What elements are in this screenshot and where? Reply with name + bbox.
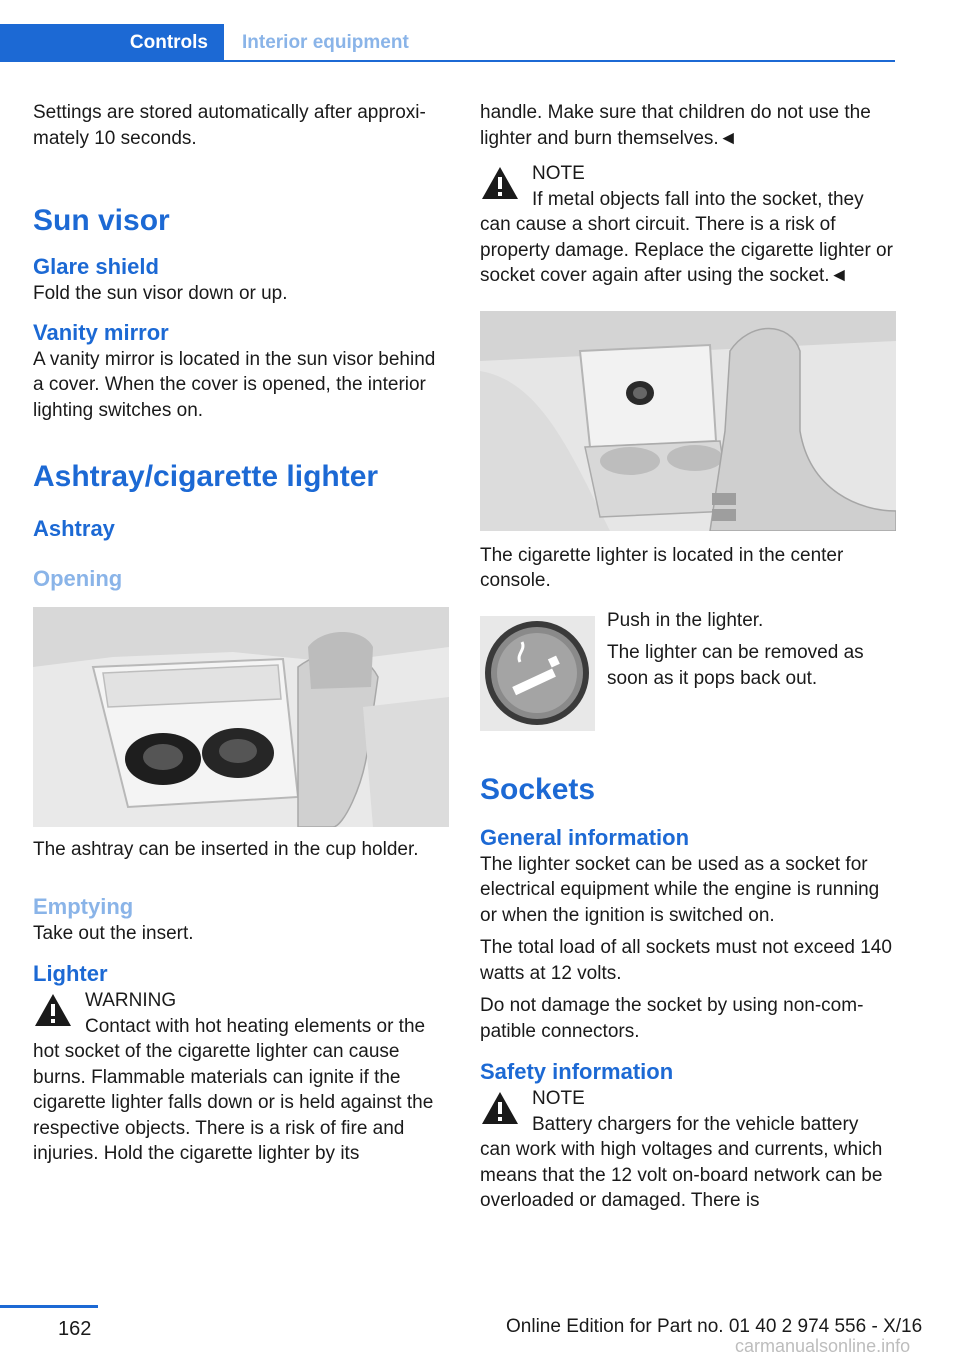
tab-interior-equipment[interactable]: Interior equipment: [242, 32, 409, 53]
lighter-warning: [33, 988, 449, 1167]
note2-lead: Battery chargers for the vehicle battery: [532, 1113, 859, 1135]
console-caption: The cigarette lighter is located in the center console.: [480, 544, 844, 591]
lighter-instructions: [480, 608, 896, 728]
heading-opening: Opening: [33, 566, 123, 591]
watermark: carmanualsonline.info: [735, 1336, 911, 1356]
ashtray-image: [33, 607, 449, 827]
damage-text: Do not damage the socket by using non-compatible connectors.: [480, 995, 864, 1042]
note1-text: can cause a short circuit. There is a risk of property damage. Replace the cigarette lighter or socket cover again after using the socket.◄: [480, 214, 893, 286]
note-icon: [480, 165, 520, 201]
load-text: The total load of all sockets must not exceed 140 watts at 12 volts.: [480, 937, 892, 984]
warning-label: WARNING: [85, 990, 177, 1011]
note2-label: NOTE: [532, 1088, 585, 1109]
intro-text: Settings are stored automatically after approximately 10 seconds.: [33, 102, 426, 149]
lighter-image: [480, 616, 595, 731]
right-column: [480, 100, 896, 1221]
warning-text: hot socket of the cigarette lighter can cause burns. Flammable materials can ignite if the cigarette lighter falls down or is held against the respective objects. There is a risk of fire and injuries. Hold the cigarette lighter by its: [33, 1041, 434, 1164]
heading-ashtray: Ashtray: [33, 516, 115, 541]
cigarette-lighter-icon: [480, 616, 595, 731]
heading-ashtray-lighter: Ashtray/cigarette lighter: [33, 460, 379, 493]
heading-vanity-mirror: Vanity mirror: [33, 319, 169, 345]
battery-note: [480, 1086, 896, 1214]
warning-icon: [33, 992, 73, 1028]
page-number: 162: [58, 1318, 92, 1340]
socket-note: [480, 161, 896, 289]
ashtray-caption: The ashtray can be inserted in the cup holder.: [33, 839, 419, 860]
footer-rule: [0, 1305, 98, 1308]
tab-controls[interactable]: Controls: [0, 24, 224, 62]
vanity-text: A vanity mirror is located in the sun visor behind a cover. When the cover is opened, the interior lighting switches on.: [33, 348, 436, 421]
warning-lead: Contact with hot heating elements or the: [85, 1015, 426, 1037]
note-icon: [480, 1090, 520, 1126]
heading-safety-information: Safety information: [480, 1059, 674, 1084]
heading-sun-visor: Sun visor: [33, 204, 170, 237]
note1-label: NOTE: [532, 163, 585, 184]
push-text: Push in the lighter.: [607, 609, 764, 631]
heading-sockets: Sockets: [480, 772, 596, 806]
note2-text: can work with high voltages and currents, which means that the 12 volt on-board network can be overloaded or damaged. There is: [480, 1139, 883, 1211]
heading-glare-shield: Glare shield: [33, 254, 159, 279]
note1-lead: If metal objects fall into the socket, they: [532, 188, 864, 210]
heading-general-information: General information: [480, 824, 690, 850]
glare-text: Fold the sun visor down or up.: [33, 283, 288, 304]
heading-lighter: Lighter: [33, 961, 108, 986]
left-column: [33, 100, 449, 1174]
continued-text: handle. Make sure that children do not use the lighter and burn themselves.◄: [480, 102, 871, 149]
remove-text: The lighter can be removed as soon as it pops back out.: [607, 642, 864, 689]
general-text: The lighter socket can be used as a socket for electrical equipment while the engine is running or when the ignition is switched on.: [480, 853, 880, 926]
edition-text: Online Edition for Part no. 01 40 2 974 556 - X/16: [506, 1316, 923, 1337]
page-header: [0, 24, 895, 62]
emptying-text: Take out the insert.: [33, 922, 194, 944]
heading-emptying: Emptying: [33, 893, 134, 919]
center-console-image: [480, 311, 896, 531]
